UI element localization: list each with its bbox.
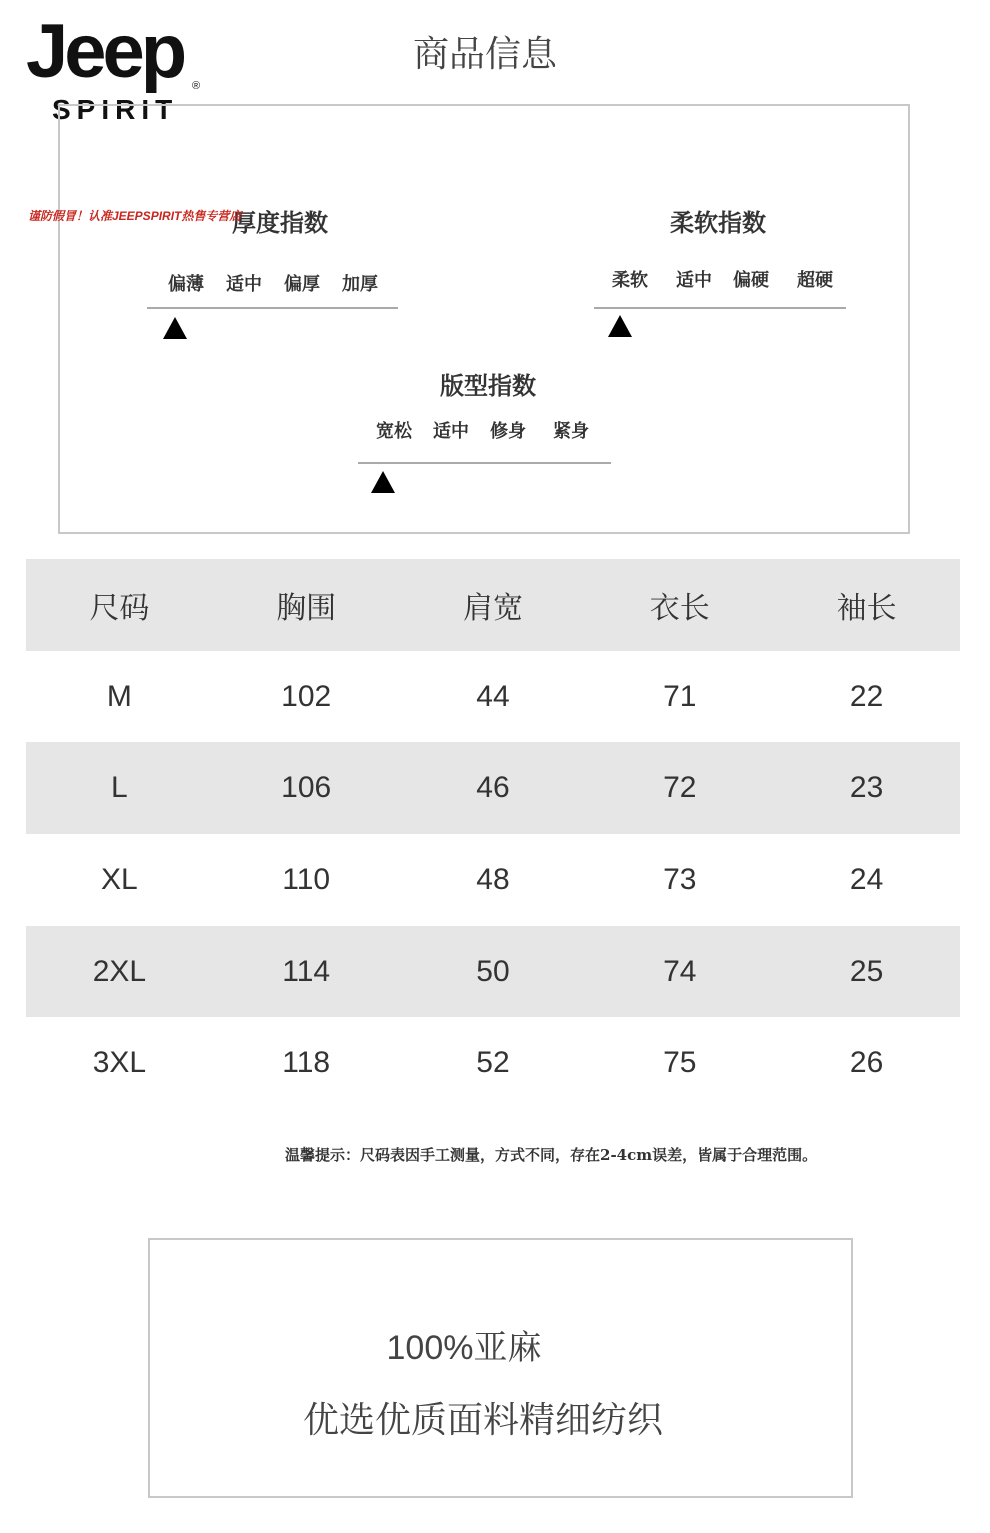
table-cell: 24 bbox=[849, 862, 884, 896]
table-cell: 48 bbox=[476, 862, 510, 896]
anti-counterfeit-watermark: 谨防假冒！认准JEEPSPIRIT热售专营店 bbox=[28, 209, 242, 223]
table-cell: 25 bbox=[849, 954, 884, 988]
thickness-scale bbox=[168, 270, 398, 294]
table-cell: XL bbox=[101, 862, 138, 896]
table-cell: 44 bbox=[476, 679, 510, 713]
table-cell: 52 bbox=[476, 1046, 510, 1080]
table-cell: 73 bbox=[663, 862, 697, 896]
header-sleeve: 袖长 bbox=[836, 590, 897, 626]
table-cell: 75 bbox=[663, 1046, 697, 1080]
table-cell: 110 bbox=[282, 862, 331, 896]
table-cell: 3XL bbox=[92, 1046, 147, 1080]
table-row bbox=[26, 834, 960, 926]
table-row bbox=[26, 1017, 960, 1109]
brand-logo-sub: SPIRIT bbox=[52, 94, 179, 125]
fit-option: 修身 bbox=[490, 421, 526, 442]
table-cell: M bbox=[106, 679, 132, 713]
table-cell: 102 bbox=[281, 679, 332, 713]
brand-logo: Jeep bbox=[26, 9, 184, 94]
table-cell: 71 bbox=[663, 679, 697, 713]
table-header-row bbox=[26, 559, 960, 651]
fit-option: 宽松 bbox=[376, 421, 412, 442]
table-row bbox=[26, 926, 960, 1018]
header-size: 尺码 bbox=[89, 590, 150, 626]
thickness-option: 加厚 bbox=[342, 274, 378, 295]
softness-option: 超硬 bbox=[797, 270, 833, 291]
thickness-option: 适中 bbox=[226, 274, 262, 295]
table-row bbox=[26, 742, 960, 834]
fit-option: 适中 bbox=[433, 421, 469, 442]
fabric-description: 优选优质面料精细纺织 bbox=[302, 1400, 663, 1441]
thickness-marker-triangle bbox=[163, 317, 187, 339]
softness-scale bbox=[612, 266, 852, 290]
thickness-index-title: 厚度指数 bbox=[232, 208, 328, 237]
table-cell: 22 bbox=[849, 679, 884, 713]
fit-scale bbox=[376, 417, 616, 441]
table-cell: 46 bbox=[476, 771, 510, 805]
softness-option: 柔软 bbox=[612, 270, 648, 291]
table-cell: L bbox=[111, 771, 128, 805]
header-shoulder: 肩宽 bbox=[462, 590, 523, 626]
header-chest: 胸围 bbox=[276, 590, 337, 626]
softness-marker-triangle bbox=[608, 315, 632, 337]
softness-option: 偏硬 bbox=[733, 270, 769, 291]
table-cell: 23 bbox=[849, 771, 884, 805]
table-cell: 72 bbox=[663, 771, 697, 805]
softness-index-title: 柔软指数 bbox=[670, 208, 766, 237]
fit-scale-line bbox=[358, 462, 611, 464]
fabric-composition: 100%亚麻 bbox=[386, 1329, 542, 1367]
header-length: 衣长 bbox=[649, 590, 710, 626]
fit-marker-triangle bbox=[371, 471, 395, 493]
page-title: 商品信息 bbox=[412, 34, 557, 75]
softness-scale-line bbox=[594, 307, 846, 309]
fit-index-title: 版型指数 bbox=[440, 371, 536, 400]
table-cell: 26 bbox=[849, 1046, 884, 1080]
table-row bbox=[26, 651, 960, 743]
measurement-note: 温馨提示：尺码表因手工测量，方式不同，存在2-4cm误差，皆属于合理范围。 bbox=[285, 1146, 818, 1164]
thickness-scale-line bbox=[147, 307, 398, 309]
table-cell: 2XL bbox=[92, 954, 147, 988]
size-table bbox=[26, 559, 960, 1109]
fit-option: 紧身 bbox=[553, 421, 589, 442]
table-cell: 114 bbox=[282, 954, 331, 988]
table-cell: 118 bbox=[282, 1046, 331, 1080]
table-cell: 74 bbox=[663, 954, 697, 988]
softness-option: 适中 bbox=[676, 270, 712, 291]
table-cell: 50 bbox=[476, 954, 510, 988]
table-cell: 106 bbox=[281, 771, 332, 805]
thickness-option: 偏厚 bbox=[284, 274, 320, 295]
registered-mark: ® bbox=[192, 80, 201, 92]
thickness-option: 偏薄 bbox=[168, 274, 204, 295]
